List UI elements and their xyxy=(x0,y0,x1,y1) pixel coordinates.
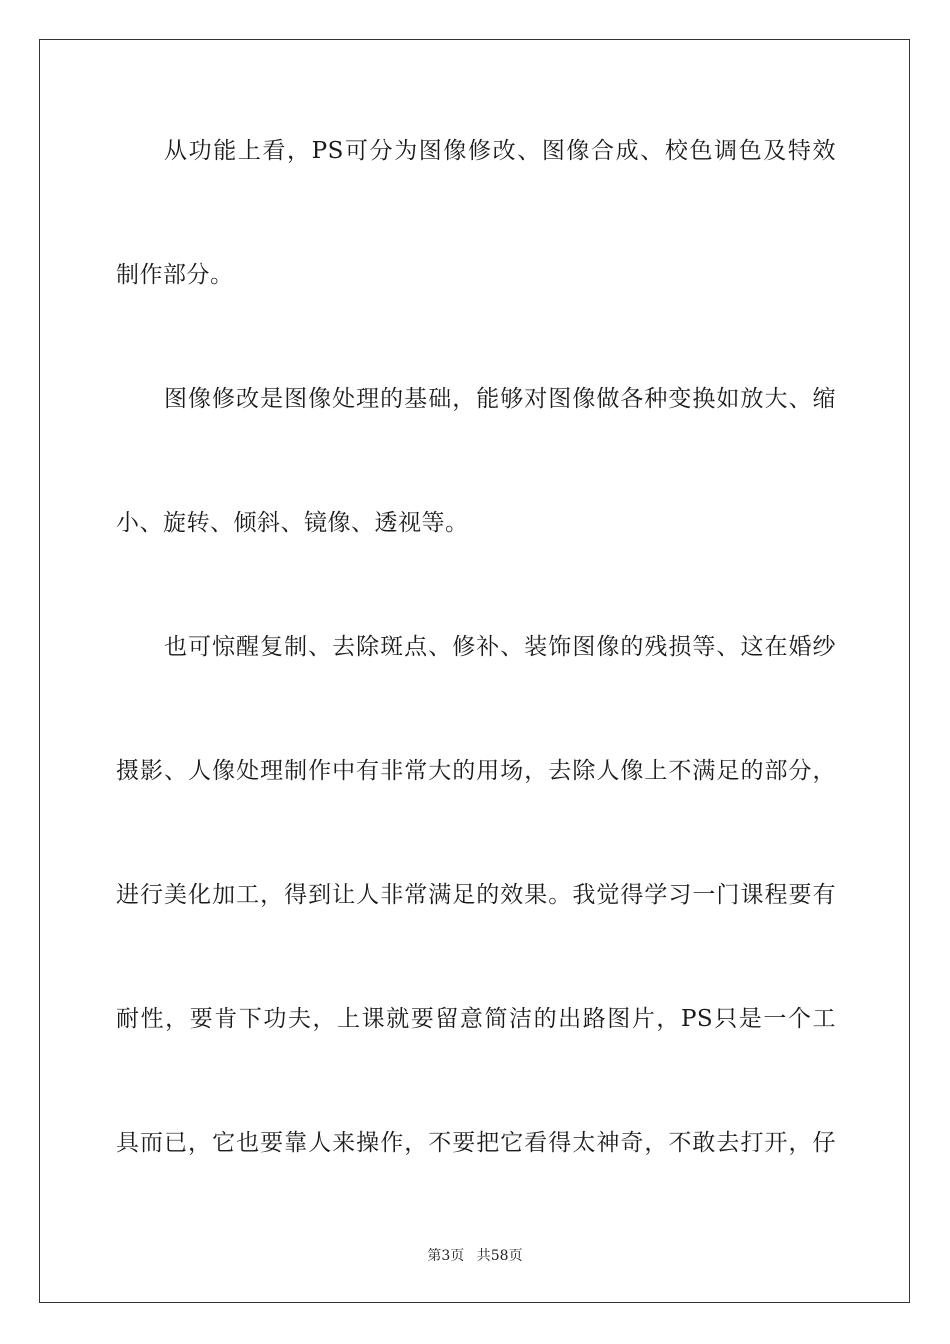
paragraph-line: 耐性，要肯下功夫，上课就要留意简洁的出路图片，PS只是一个工 xyxy=(116,1006,836,1032)
page-border xyxy=(39,39,910,1303)
page-footer xyxy=(0,1246,950,1266)
paragraph-line: 从功能上看，PS可分为图像修改、图像合成、校色调色及特效 xyxy=(164,138,836,164)
page-number: 第3页 xyxy=(427,1248,465,1264)
paragraph-line: 小、旋转、倾斜、镜像、透视等。 xyxy=(116,510,469,536)
paragraph-line: 具而已，它也要靠人来操作，不要把它看得太神奇，不敢去打开，仔 xyxy=(116,1130,836,1156)
paragraph-line: 制作部分。 xyxy=(116,262,234,288)
page-total: 共58页 xyxy=(476,1248,523,1264)
paragraph-line: 摄影、人像处理制作中有非常大的用场，去除人像上不满足的部分， xyxy=(116,758,836,784)
paragraph-line: 图像修改是图像处理的基础，能够对图像做各种变换如放大、缩 xyxy=(164,386,836,412)
paragraph-line: 也可惊醒复制、去除斑点、修补、装饰图像的残损等、这在婚纱 xyxy=(164,634,836,660)
paragraph-line: 进行美化加工，得到让人非常满足的效果。我觉得学习一门课程要有 xyxy=(116,882,836,908)
